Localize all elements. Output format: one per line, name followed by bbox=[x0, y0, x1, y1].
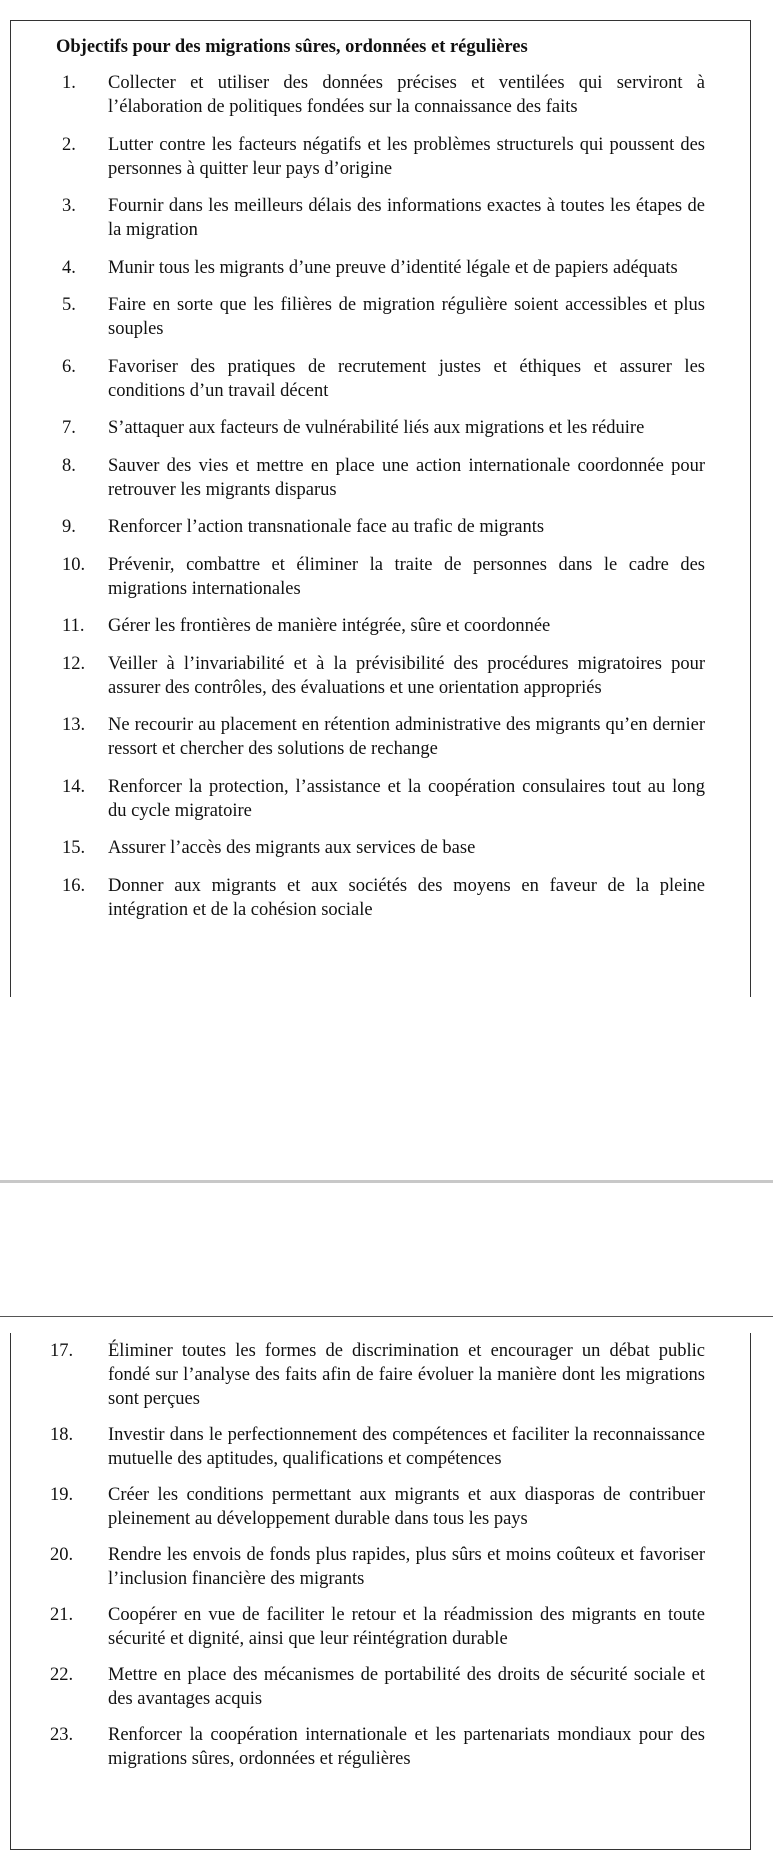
objectives-heading: Objectifs pour des migrations sûres, ordonnées et régulières bbox=[56, 37, 528, 57]
objective-item bbox=[50, 652, 705, 700]
objective-number: 8. bbox=[62, 455, 76, 476]
objective-text: Donner aux migrants et aux sociétés des moyens en faveur de la pleine intégration et de la cohésion sociale bbox=[108, 875, 705, 920]
objective-text: Rendre les envois de fonds plus rapides, plus sûrs et moins coûteux et favoriser l’inclusion financière des migrants bbox=[108, 1545, 705, 1589]
objective-text: Renforcer la coopération internationale et les partenariats mondiaux pour des migrations sûres, ordonnées et régulières bbox=[108, 1725, 705, 1769]
objective-text: Munir tous les migrants d’une preuve d’identité légale et de papiers adéquats bbox=[108, 257, 678, 278]
objective-text: Renforcer l’action transnationale face au trafic de migrants bbox=[108, 517, 545, 537]
objective-number: 5. bbox=[62, 295, 76, 315]
objective-item bbox=[50, 71, 705, 119]
objective-item bbox=[50, 416, 705, 440]
objective-number: 15. bbox=[62, 838, 86, 858]
objective-number: 20. bbox=[50, 1545, 74, 1565]
objective-number: 12. bbox=[62, 653, 86, 674]
objective-item bbox=[50, 1663, 705, 1711]
objective-number: 2. bbox=[62, 134, 76, 155]
objective-item bbox=[50, 775, 705, 823]
objective-number: 11. bbox=[62, 616, 85, 636]
objective-number: 17. bbox=[50, 1341, 74, 1361]
objective-number: 23. bbox=[50, 1725, 74, 1745]
objective-text: Collecter et utiliser des données précises et ventilées qui serviront à l’élaboration de politiques fondées sur la connaissance des faits bbox=[108, 73, 705, 117]
objective-item bbox=[50, 1483, 705, 1531]
objective-item bbox=[50, 454, 705, 502]
page-separator bbox=[0, 1180, 773, 1183]
objectives-list-page2 bbox=[50, 1339, 705, 1783]
objective-number: 3. bbox=[62, 196, 76, 216]
objective-item bbox=[50, 713, 705, 761]
objective-number: 18. bbox=[50, 1425, 74, 1445]
objective-item bbox=[50, 614, 705, 638]
objective-text: Veiller à l’invariabilité et à la prévisibilité des procédures migratoires pour assurer des contrôles, des évaluations et une orientation appropriés bbox=[108, 653, 705, 698]
objective-text: Éliminer toutes les formes de discrimination et encourager un débat public fondé sur l’analyse des faits afin de faire évoluer la manière dont les migrations sont perçues bbox=[108, 1341, 705, 1409]
objective-text: Gérer les frontières de manière intégrée, sûre et coordonnée bbox=[108, 616, 551, 636]
objective-text: Fournir dans les meilleurs délais des informations exactes à toutes les étapes de la migration bbox=[108, 196, 705, 240]
objective-text: Faire en sorte que les filières de migration régulière soient accessibles et plus souples bbox=[108, 295, 705, 339]
objective-text: Sauver des vies et mettre en place une action internationale coordonnée pour retrouver les migrants disparus bbox=[108, 455, 705, 500]
objective-item bbox=[50, 133, 705, 181]
objective-item bbox=[50, 1603, 705, 1651]
objective-item bbox=[50, 553, 705, 601]
objective-number: 9. bbox=[62, 517, 76, 537]
objective-number: 13. bbox=[62, 715, 86, 735]
objectives-list-page1 bbox=[50, 71, 705, 935]
objective-number: 7. bbox=[62, 418, 76, 438]
objective-text: S’attaquer aux facteurs de vulnérabilité liés aux migrations et les réduire bbox=[108, 418, 645, 438]
objective-text: Investir dans le perfectionnement des compétences et faciliter la reconnaissance mutuelle des aptitudes, qualifications et compétences bbox=[108, 1425, 705, 1469]
objective-text: Prévenir, combattre et éliminer la traite de personnes dans le cadre des migrations internationales bbox=[108, 554, 705, 599]
objective-item bbox=[50, 194, 705, 242]
objective-text: Renforcer la protection, l’assistance et la coopération consulaires tout au long du cycle migratoire bbox=[108, 776, 705, 821]
objective-text: Ne recourir au placement en rétention administrative des migrants qu’en dernier ressort et chercher des solutions de rechange bbox=[108, 715, 705, 759]
objective-item bbox=[50, 1723, 705, 1771]
objective-number: 10. bbox=[62, 554, 86, 575]
objective-item bbox=[50, 836, 705, 860]
objective-item bbox=[50, 293, 705, 341]
objective-item bbox=[50, 1543, 705, 1591]
objective-number: 19. bbox=[50, 1485, 74, 1505]
objective-number: 21. bbox=[50, 1605, 74, 1625]
objective-number: 22. bbox=[50, 1665, 74, 1685]
objective-number: 4. bbox=[62, 257, 76, 278]
objective-item bbox=[50, 874, 705, 922]
objective-text: Coopérer en vue de faciliter le retour et la réadmission des migrants en toute sécurité et dignité, ainsi que leur réintégration durable bbox=[108, 1605, 705, 1649]
objective-item bbox=[50, 355, 705, 403]
objective-number: 14. bbox=[62, 776, 86, 797]
objective-text: Favoriser des pratiques de recrutement justes et éthiques et assurer les conditions d’un travail décent bbox=[108, 356, 705, 401]
objective-text: Assurer l’accès des migrants aux services de base bbox=[108, 838, 476, 858]
objective-number: 1. bbox=[62, 73, 76, 93]
objective-number: 6. bbox=[62, 356, 76, 377]
objective-item bbox=[50, 256, 705, 280]
objective-text: Mettre en place des mécanismes de portabilité des droits de sécurité sociale et des avantages acquis bbox=[108, 1665, 705, 1709]
objective-item bbox=[50, 515, 705, 539]
objective-item bbox=[50, 1339, 705, 1411]
objective-number: 16. bbox=[62, 875, 86, 896]
objective-text: Lutter contre les facteurs négatifs et les problèmes structurels qui poussent des personnes à quitter leur pays d’origine bbox=[108, 134, 705, 179]
page-top-rule bbox=[0, 1316, 773, 1317]
objective-text: Créer les conditions permettant aux migrants et aux diasporas de contribuer pleinement au développement durable dans tous les pays bbox=[108, 1485, 705, 1529]
objective-item bbox=[50, 1423, 705, 1471]
